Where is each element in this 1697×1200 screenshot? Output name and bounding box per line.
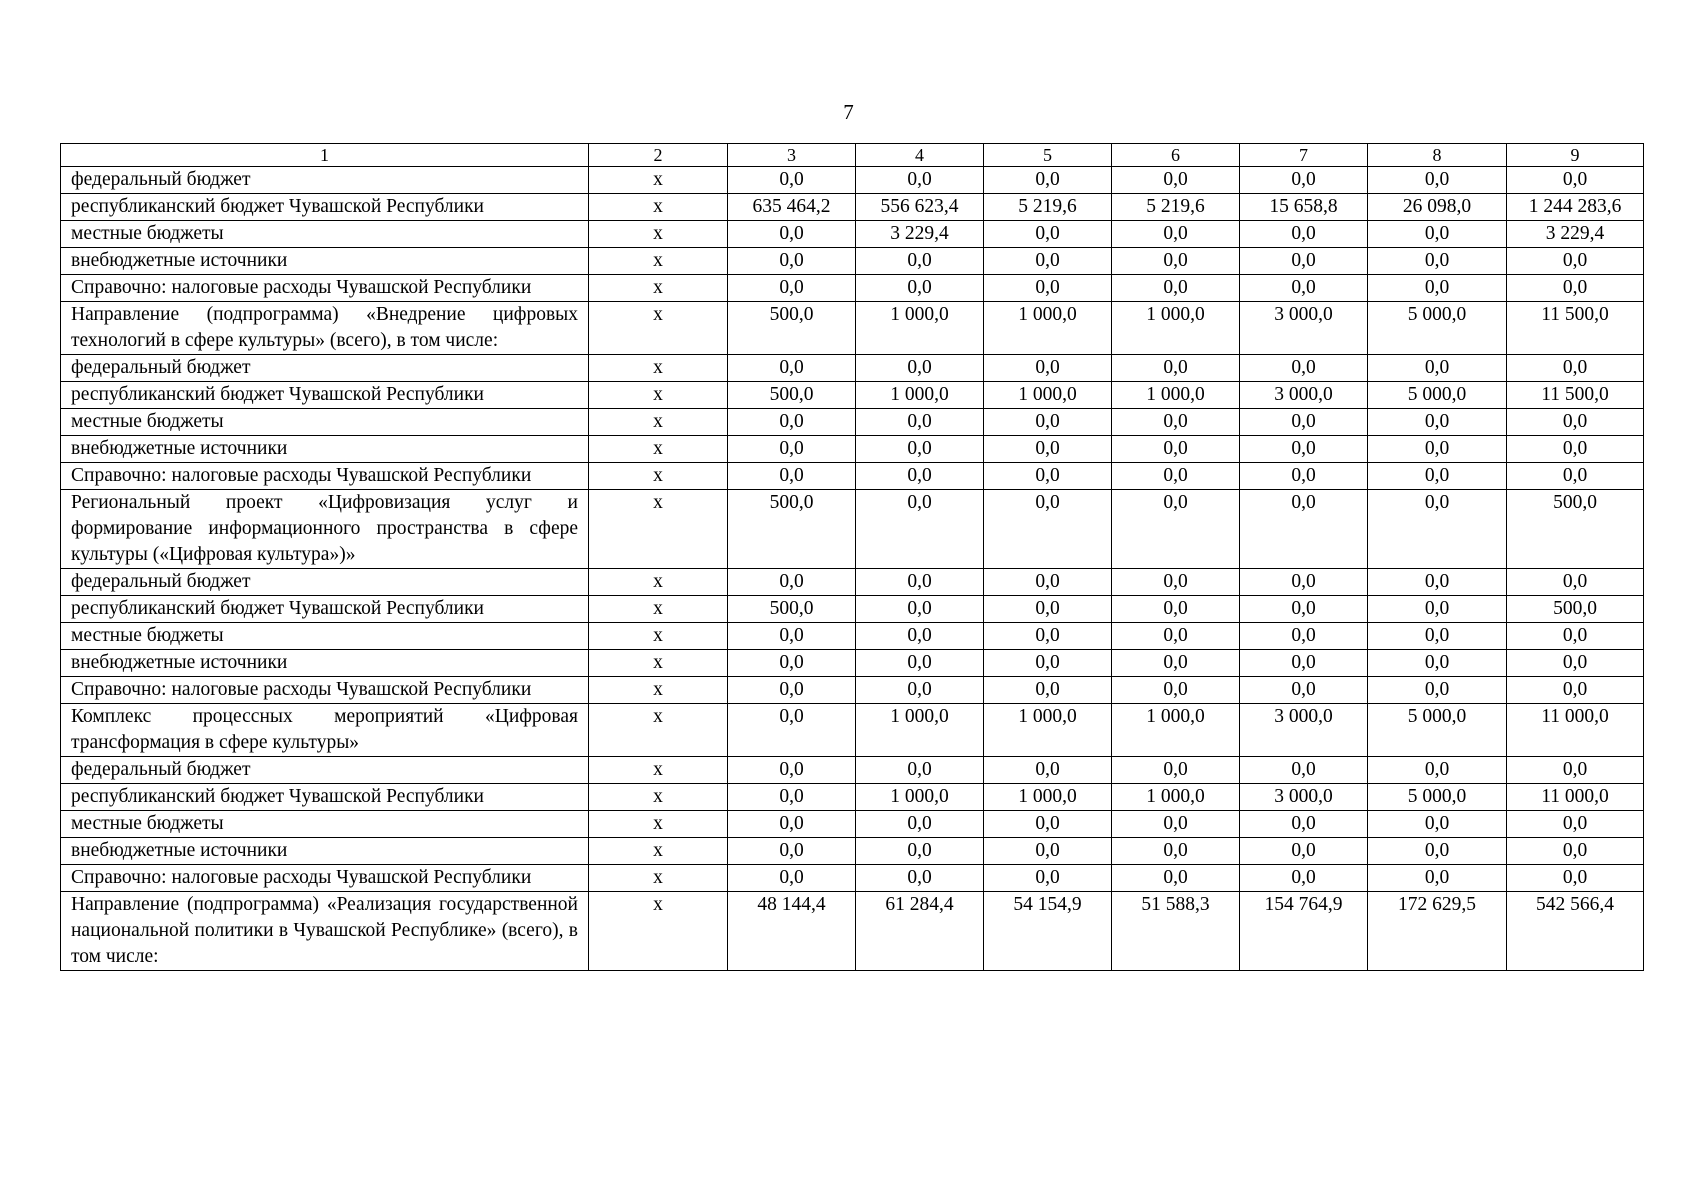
row-mark: x xyxy=(589,167,728,194)
row-label: местные бюджеты xyxy=(61,623,589,650)
value-cell: 0,0 xyxy=(728,838,856,865)
value-cell: 54 154,9 xyxy=(984,892,1112,971)
value-cell: 0,0 xyxy=(1112,811,1240,838)
value-cell: 0,0 xyxy=(1507,167,1644,194)
value-cell: 1 000,0 xyxy=(856,302,984,355)
value-cell: 0,0 xyxy=(984,623,1112,650)
table-row xyxy=(61,650,1644,677)
row-label: Комплекс процессных мероприятий «Цифровая трансформация в сфере культуры» xyxy=(61,704,589,757)
table-row xyxy=(61,677,1644,704)
value-cell: 0,0 xyxy=(1368,490,1507,569)
row-mark: x xyxy=(589,248,728,275)
value-cell: 0,0 xyxy=(728,221,856,248)
row-mark: x xyxy=(589,302,728,355)
row-mark: x xyxy=(589,569,728,596)
value-cell: 0,0 xyxy=(1112,463,1240,490)
value-cell: 0,0 xyxy=(1507,248,1644,275)
value-cell: 3 229,4 xyxy=(856,221,984,248)
table-row xyxy=(61,194,1644,221)
value-cell: 0,0 xyxy=(984,221,1112,248)
value-cell: 0,0 xyxy=(728,569,856,596)
value-cell: 0,0 xyxy=(1507,677,1644,704)
value-cell: 1 000,0 xyxy=(984,784,1112,811)
value-cell: 0,0 xyxy=(1240,248,1368,275)
value-cell: 0,0 xyxy=(728,811,856,838)
value-cell: 0,0 xyxy=(1507,623,1644,650)
value-cell: 0,0 xyxy=(856,167,984,194)
table-row xyxy=(61,811,1644,838)
value-cell: 0,0 xyxy=(1112,596,1240,623)
value-cell: 172 629,5 xyxy=(1368,892,1507,971)
value-cell: 0,0 xyxy=(728,623,856,650)
table-row xyxy=(61,275,1644,302)
value-cell: 1 000,0 xyxy=(1112,784,1240,811)
value-cell: 0,0 xyxy=(728,436,856,463)
value-cell: 0,0 xyxy=(1240,650,1368,677)
value-cell: 5 000,0 xyxy=(1368,704,1507,757)
row-mark: x xyxy=(589,865,728,892)
value-cell: 500,0 xyxy=(1507,596,1644,623)
value-cell: 0,0 xyxy=(1112,623,1240,650)
value-cell: 0,0 xyxy=(856,463,984,490)
row-mark: x xyxy=(589,355,728,382)
value-cell: 500,0 xyxy=(728,302,856,355)
table-row xyxy=(61,221,1644,248)
value-cell: 0,0 xyxy=(856,650,984,677)
value-cell: 0,0 xyxy=(856,838,984,865)
value-cell: 154 764,9 xyxy=(1240,892,1368,971)
row-mark: x xyxy=(589,194,728,221)
table-row xyxy=(61,704,1644,757)
value-cell: 0,0 xyxy=(1368,623,1507,650)
row-label: внебюджетные источники xyxy=(61,650,589,677)
value-cell: 0,0 xyxy=(1240,865,1368,892)
row-label: республиканский бюджет Чувашской Республики xyxy=(61,784,589,811)
value-cell: 0,0 xyxy=(728,650,856,677)
row-mark: x xyxy=(589,784,728,811)
row-mark: x xyxy=(589,436,728,463)
value-cell: 0,0 xyxy=(856,355,984,382)
value-cell: 0,0 xyxy=(1507,757,1644,784)
value-cell: 0,0 xyxy=(728,865,856,892)
value-cell: 0,0 xyxy=(856,757,984,784)
table-row xyxy=(61,463,1644,490)
value-cell: 0,0 xyxy=(1240,463,1368,490)
value-cell: 0,0 xyxy=(1368,275,1507,302)
value-cell: 0,0 xyxy=(1507,436,1644,463)
value-cell: 0,0 xyxy=(1240,167,1368,194)
value-cell: 11 000,0 xyxy=(1507,784,1644,811)
value-cell: 0,0 xyxy=(1368,409,1507,436)
table-row xyxy=(61,409,1644,436)
value-cell: 0,0 xyxy=(1507,355,1644,382)
value-cell: 1 000,0 xyxy=(1112,302,1240,355)
value-cell: 0,0 xyxy=(1368,865,1507,892)
value-cell: 5 219,6 xyxy=(1112,194,1240,221)
row-label: внебюджетные источники xyxy=(61,838,589,865)
table-row xyxy=(61,784,1644,811)
value-cell: 0,0 xyxy=(728,757,856,784)
value-cell: 0,0 xyxy=(856,811,984,838)
value-cell: 500,0 xyxy=(728,490,856,569)
value-cell: 5 219,6 xyxy=(984,194,1112,221)
value-cell: 26 098,0 xyxy=(1368,194,1507,221)
value-cell: 1 000,0 xyxy=(856,784,984,811)
value-cell: 0,0 xyxy=(856,569,984,596)
value-cell: 0,0 xyxy=(1112,569,1240,596)
row-label: федеральный бюджет xyxy=(61,569,589,596)
value-cell: 0,0 xyxy=(728,463,856,490)
value-cell: 0,0 xyxy=(1112,355,1240,382)
value-cell: 556 623,4 xyxy=(856,194,984,221)
value-cell: 1 000,0 xyxy=(984,704,1112,757)
value-cell: 0,0 xyxy=(984,865,1112,892)
table-row xyxy=(61,436,1644,463)
value-cell: 0,0 xyxy=(728,248,856,275)
row-label: федеральный бюджет xyxy=(61,355,589,382)
value-cell: 0,0 xyxy=(1112,275,1240,302)
value-cell: 542 566,4 xyxy=(1507,892,1644,971)
value-cell: 0,0 xyxy=(984,569,1112,596)
value-cell: 1 000,0 xyxy=(984,302,1112,355)
row-mark: x xyxy=(589,275,728,302)
value-cell: 0,0 xyxy=(1368,650,1507,677)
value-cell: 0,0 xyxy=(1507,838,1644,865)
value-cell: 500,0 xyxy=(728,382,856,409)
row-label: местные бюджеты xyxy=(61,811,589,838)
value-cell: 1 000,0 xyxy=(856,382,984,409)
table-row xyxy=(61,355,1644,382)
table-row xyxy=(61,302,1644,355)
column-header-8: 8 xyxy=(1368,144,1507,167)
value-cell: 3 000,0 xyxy=(1240,784,1368,811)
value-cell: 0,0 xyxy=(1240,355,1368,382)
value-cell: 61 284,4 xyxy=(856,892,984,971)
value-cell: 11 000,0 xyxy=(1507,704,1644,757)
value-cell: 0,0 xyxy=(1112,757,1240,784)
value-cell: 0,0 xyxy=(1240,409,1368,436)
row-label: республиканский бюджет Чувашской Республики xyxy=(61,194,589,221)
row-mark: x xyxy=(589,382,728,409)
value-cell: 0,0 xyxy=(1240,811,1368,838)
value-cell: 11 500,0 xyxy=(1507,382,1644,409)
column-header-6: 6 xyxy=(1112,144,1240,167)
table-row xyxy=(61,596,1644,623)
row-label: республиканский бюджет Чувашской Республики xyxy=(61,596,589,623)
value-cell: 0,0 xyxy=(984,167,1112,194)
row-mark: x xyxy=(589,838,728,865)
value-cell: 0,0 xyxy=(1112,409,1240,436)
row-label: Направление (подпрограмма) «Реализация государственной национальной политики в Чувашской Республике» (всего), в том числе: xyxy=(61,892,589,971)
row-label: Справочно: налоговые расходы Чувашской Республики xyxy=(61,275,589,302)
value-cell: 0,0 xyxy=(1240,490,1368,569)
value-cell: 0,0 xyxy=(1507,569,1644,596)
value-cell: 0,0 xyxy=(1368,463,1507,490)
value-cell: 3 229,4 xyxy=(1507,221,1644,248)
value-cell: 0,0 xyxy=(1112,221,1240,248)
value-cell: 0,0 xyxy=(856,677,984,704)
value-cell: 0,0 xyxy=(728,409,856,436)
value-cell: 0,0 xyxy=(984,436,1112,463)
value-cell: 3 000,0 xyxy=(1240,382,1368,409)
value-cell: 1 000,0 xyxy=(1112,704,1240,757)
value-cell: 11 500,0 xyxy=(1507,302,1644,355)
value-cell: 15 658,8 xyxy=(1240,194,1368,221)
table-row xyxy=(61,623,1644,650)
row-label: внебюджетные источники xyxy=(61,436,589,463)
value-cell: 0,0 xyxy=(856,865,984,892)
value-cell: 0,0 xyxy=(984,490,1112,569)
table-row xyxy=(61,167,1644,194)
value-cell: 0,0 xyxy=(1368,167,1507,194)
table-row xyxy=(61,838,1644,865)
table-row xyxy=(61,248,1644,275)
value-cell: 0,0 xyxy=(1240,436,1368,463)
value-cell: 0,0 xyxy=(984,596,1112,623)
row-label: Справочно: налоговые расходы Чувашской Республики xyxy=(61,463,589,490)
value-cell: 0,0 xyxy=(1240,275,1368,302)
table-row xyxy=(61,569,1644,596)
column-header-2: 2 xyxy=(589,144,728,167)
value-cell: 0,0 xyxy=(984,275,1112,302)
row-label: местные бюджеты xyxy=(61,221,589,248)
value-cell: 0,0 xyxy=(856,409,984,436)
value-cell: 48 144,4 xyxy=(728,892,856,971)
table-row xyxy=(61,382,1644,409)
value-cell: 0,0 xyxy=(984,463,1112,490)
value-cell: 0,0 xyxy=(1368,677,1507,704)
value-cell: 0,0 xyxy=(984,838,1112,865)
value-cell: 0,0 xyxy=(1112,865,1240,892)
row-mark: x xyxy=(589,811,728,838)
row-label: федеральный бюджет xyxy=(61,757,589,784)
value-cell: 3 000,0 xyxy=(1240,302,1368,355)
row-label: Региональный проект «Цифровизация услуг и формирование информационного пространства в сфере культуры («Цифровая культура»)» xyxy=(61,490,589,569)
value-cell: 5 000,0 xyxy=(1368,784,1507,811)
value-cell: 0,0 xyxy=(1368,355,1507,382)
value-cell: 0,0 xyxy=(1112,167,1240,194)
row-mark: x xyxy=(589,409,728,436)
value-cell: 0,0 xyxy=(728,167,856,194)
row-mark: x xyxy=(589,490,728,569)
value-cell: 0,0 xyxy=(984,248,1112,275)
column-header-1: 1 xyxy=(61,144,589,167)
value-cell: 51 588,3 xyxy=(1112,892,1240,971)
value-cell: 0,0 xyxy=(984,811,1112,838)
row-mark: x xyxy=(589,892,728,971)
value-cell: 0,0 xyxy=(984,677,1112,704)
value-cell: 0,0 xyxy=(856,623,984,650)
value-cell: 0,0 xyxy=(1240,838,1368,865)
value-cell: 3 000,0 xyxy=(1240,704,1368,757)
value-cell: 0,0 xyxy=(1368,569,1507,596)
table-row xyxy=(61,757,1644,784)
value-cell: 0,0 xyxy=(856,436,984,463)
value-cell: 0,0 xyxy=(1368,248,1507,275)
value-cell: 0,0 xyxy=(1240,221,1368,248)
value-cell: 0,0 xyxy=(1240,623,1368,650)
value-cell: 0,0 xyxy=(1240,757,1368,784)
value-cell: 500,0 xyxy=(1507,490,1644,569)
value-cell: 0,0 xyxy=(1507,865,1644,892)
value-cell: 1 000,0 xyxy=(856,704,984,757)
value-cell: 0,0 xyxy=(1240,569,1368,596)
value-cell: 0,0 xyxy=(1507,811,1644,838)
row-label: республиканский бюджет Чувашской Республики xyxy=(61,382,589,409)
value-cell: 0,0 xyxy=(984,355,1112,382)
value-cell: 0,0 xyxy=(728,784,856,811)
value-cell: 0,0 xyxy=(1507,463,1644,490)
value-cell: 0,0 xyxy=(984,757,1112,784)
value-cell: 0,0 xyxy=(1112,248,1240,275)
row-label: местные бюджеты xyxy=(61,409,589,436)
table-header-row xyxy=(61,144,1644,167)
column-header-7: 7 xyxy=(1240,144,1368,167)
value-cell: 5 000,0 xyxy=(1368,382,1507,409)
row-mark: x xyxy=(589,704,728,757)
value-cell: 0,0 xyxy=(728,355,856,382)
row-label: Справочно: налоговые расходы Чувашской Республики xyxy=(61,677,589,704)
row-mark: x xyxy=(589,221,728,248)
row-label: Направление (подпрограмма) «Внедрение цифровых технологий в сфере культуры» (всего), в том числе: xyxy=(61,302,589,355)
value-cell: 0,0 xyxy=(984,409,1112,436)
value-cell: 0,0 xyxy=(984,650,1112,677)
value-cell: 0,0 xyxy=(1507,275,1644,302)
row-mark: x xyxy=(589,623,728,650)
value-cell: 0,0 xyxy=(1507,650,1644,677)
row-mark: x xyxy=(589,757,728,784)
value-cell: 0,0 xyxy=(1112,650,1240,677)
value-cell: 0,0 xyxy=(1368,757,1507,784)
value-cell: 0,0 xyxy=(1368,596,1507,623)
row-label: федеральный бюджет xyxy=(61,167,589,194)
value-cell: 0,0 xyxy=(1368,811,1507,838)
column-header-5: 5 xyxy=(984,144,1112,167)
value-cell: 0,0 xyxy=(1112,677,1240,704)
value-cell: 0,0 xyxy=(1112,436,1240,463)
value-cell: 5 000,0 xyxy=(1368,302,1507,355)
page-number: 7 xyxy=(843,100,854,124)
value-cell: 0,0 xyxy=(1240,596,1368,623)
value-cell: 500,0 xyxy=(728,596,856,623)
row-mark: x xyxy=(589,677,728,704)
row-mark: x xyxy=(589,596,728,623)
value-cell: 1 244 283,6 xyxy=(1507,194,1644,221)
value-cell: 0,0 xyxy=(728,275,856,302)
value-cell: 0,0 xyxy=(728,704,856,757)
value-cell: 0,0 xyxy=(856,490,984,569)
budget-table xyxy=(60,143,1644,971)
value-cell: 0,0 xyxy=(728,677,856,704)
row-label: Справочно: налоговые расходы Чувашской Республики xyxy=(61,865,589,892)
value-cell: 0,0 xyxy=(1368,838,1507,865)
value-cell: 0,0 xyxy=(1368,436,1507,463)
value-cell: 0,0 xyxy=(856,275,984,302)
column-header-9: 9 xyxy=(1507,144,1644,167)
row-label: внебюджетные источники xyxy=(61,248,589,275)
value-cell: 0,0 xyxy=(1112,838,1240,865)
value-cell: 635 464,2 xyxy=(728,194,856,221)
table-row xyxy=(61,490,1644,569)
value-cell: 1 000,0 xyxy=(1112,382,1240,409)
column-header-3: 3 xyxy=(728,144,856,167)
value-cell: 0,0 xyxy=(1507,409,1644,436)
column-header-4: 4 xyxy=(856,144,984,167)
value-cell: 1 000,0 xyxy=(984,382,1112,409)
table-row xyxy=(61,892,1644,971)
value-cell: 0,0 xyxy=(1240,677,1368,704)
value-cell: 0,0 xyxy=(1112,490,1240,569)
value-cell: 0,0 xyxy=(856,248,984,275)
row-mark: x xyxy=(589,650,728,677)
table-row xyxy=(61,865,1644,892)
value-cell: 0,0 xyxy=(1368,221,1507,248)
row-mark: x xyxy=(589,463,728,490)
value-cell: 0,0 xyxy=(856,596,984,623)
